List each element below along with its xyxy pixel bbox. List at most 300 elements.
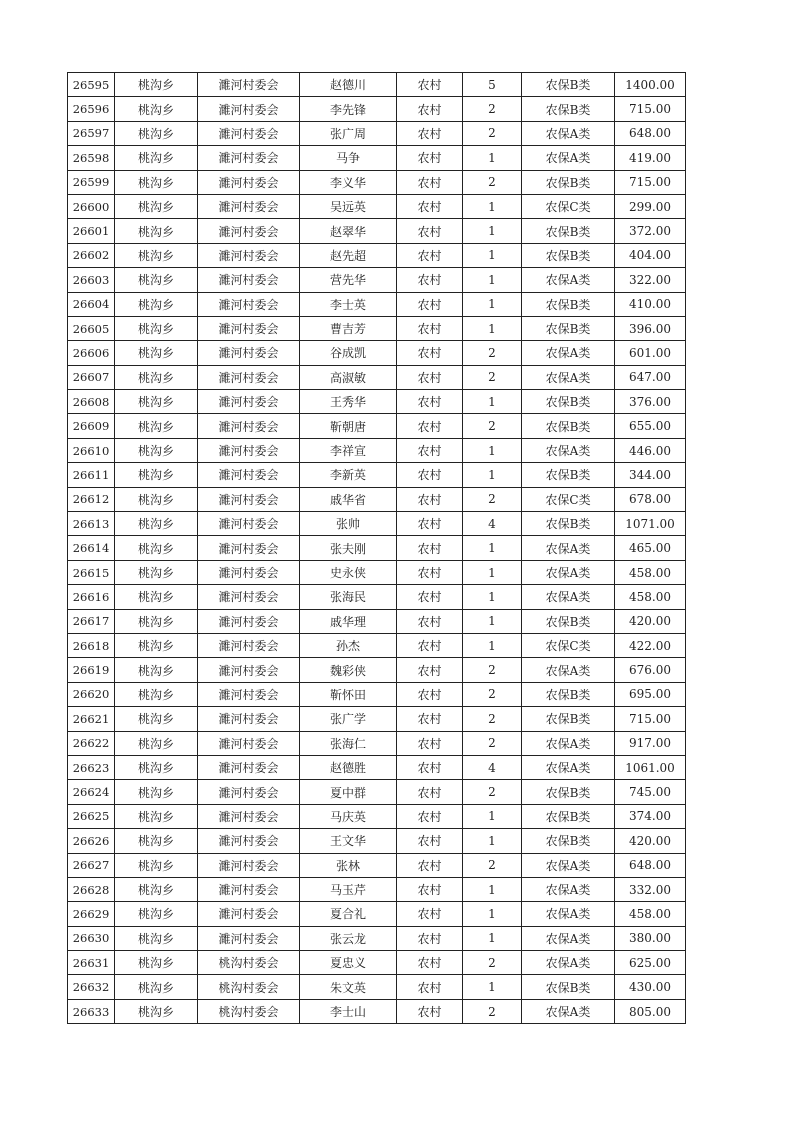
table-row	[68, 438, 686, 462]
category-cell: 农保B类	[522, 609, 615, 633]
table-row	[68, 146, 686, 170]
serial-number-cell: 26602	[68, 243, 115, 267]
village-committee-cell: 濉河村委会	[198, 658, 300, 682]
township-cell: 桃沟乡	[115, 170, 198, 194]
serial-number-cell: 26617	[68, 609, 115, 633]
township-cell: 桃沟乡	[115, 487, 198, 511]
household-count-cell: 1	[463, 902, 522, 926]
serial-number-cell: 26614	[68, 536, 115, 560]
table-row	[68, 97, 686, 121]
amount-cell: 1061.00	[615, 755, 686, 779]
serial-number-cell: 26627	[68, 853, 115, 877]
serial-number-cell: 26606	[68, 341, 115, 365]
household-count-cell: 2	[463, 731, 522, 755]
amount-cell: 715.00	[615, 97, 686, 121]
amount-cell: 344.00	[615, 463, 686, 487]
table-row	[68, 121, 686, 145]
name-cell: 戚华省	[300, 487, 397, 511]
subsidy-roster-table	[67, 72, 686, 1024]
category-cell: 农保A类	[522, 877, 615, 901]
table-row	[68, 585, 686, 609]
area-type-cell: 农村	[397, 536, 463, 560]
category-cell: 农保A类	[522, 341, 615, 365]
amount-cell: 458.00	[615, 560, 686, 584]
category-cell: 农保A类	[522, 902, 615, 926]
village-committee-cell: 濉河村委会	[198, 707, 300, 731]
area-type-cell: 农村	[397, 121, 463, 145]
serial-number-cell: 26610	[68, 438, 115, 462]
name-cell: 张夫刚	[300, 536, 397, 560]
village-committee-cell: 濉河村委会	[198, 755, 300, 779]
village-committee-cell: 濉河村委会	[198, 536, 300, 560]
serial-number-cell: 26598	[68, 146, 115, 170]
name-cell: 夏中群	[300, 780, 397, 804]
serial-number-cell: 26629	[68, 902, 115, 926]
serial-number-cell: 26624	[68, 780, 115, 804]
table-row	[68, 170, 686, 194]
serial-number-cell: 26618	[68, 633, 115, 657]
table-row	[68, 268, 686, 292]
category-cell: 农保B类	[522, 316, 615, 340]
name-cell: 张海仁	[300, 731, 397, 755]
table-row	[68, 853, 686, 877]
name-cell: 靳朝唐	[300, 414, 397, 438]
amount-cell: 465.00	[615, 536, 686, 560]
category-cell: 农保B类	[522, 170, 615, 194]
area-type-cell: 农村	[397, 780, 463, 804]
area-type-cell: 农村	[397, 682, 463, 706]
category-cell: 农保B类	[522, 463, 615, 487]
table-row	[68, 390, 686, 414]
serial-number-cell: 26603	[68, 268, 115, 292]
village-committee-cell: 濉河村委会	[198, 512, 300, 536]
serial-number-cell: 26611	[68, 463, 115, 487]
village-committee-cell: 濉河村委会	[198, 463, 300, 487]
amount-cell: 647.00	[615, 365, 686, 389]
serial-number-cell: 26601	[68, 219, 115, 243]
category-cell: 农保B类	[522, 512, 615, 536]
name-cell: 营先华	[300, 268, 397, 292]
name-cell: 张广周	[300, 121, 397, 145]
household-count-cell: 2	[463, 97, 522, 121]
village-committee-cell: 濉河村委会	[198, 316, 300, 340]
name-cell: 马玉芹	[300, 877, 397, 901]
village-committee-cell: 濉河村委会	[198, 268, 300, 292]
amount-cell: 1400.00	[615, 73, 686, 97]
amount-cell: 458.00	[615, 902, 686, 926]
amount-cell: 446.00	[615, 438, 686, 462]
township-cell: 桃沟乡	[115, 999, 198, 1023]
household-count-cell: 1	[463, 829, 522, 853]
serial-number-cell: 26609	[68, 414, 115, 438]
household-count-cell: 2	[463, 682, 522, 706]
township-cell: 桃沟乡	[115, 902, 198, 926]
area-type-cell: 农村	[397, 512, 463, 536]
village-committee-cell: 濉河村委会	[198, 780, 300, 804]
name-cell: 王文华	[300, 829, 397, 853]
name-cell: 高淑敏	[300, 365, 397, 389]
category-cell: 农保A类	[522, 365, 615, 389]
village-committee-cell: 濉河村委会	[198, 73, 300, 97]
household-count-cell: 1	[463, 463, 522, 487]
township-cell: 桃沟乡	[115, 877, 198, 901]
amount-cell: 322.00	[615, 268, 686, 292]
household-count-cell: 1	[463, 194, 522, 218]
area-type-cell: 农村	[397, 633, 463, 657]
category-cell: 农保A类	[522, 755, 615, 779]
household-count-cell: 1	[463, 438, 522, 462]
area-type-cell: 农村	[397, 292, 463, 316]
household-count-cell: 2	[463, 487, 522, 511]
township-cell: 桃沟乡	[115, 585, 198, 609]
category-cell: 农保A类	[522, 585, 615, 609]
household-count-cell: 1	[463, 292, 522, 316]
household-count-cell: 1	[463, 146, 522, 170]
name-cell: 夏忠义	[300, 951, 397, 975]
table-row	[68, 341, 686, 365]
area-type-cell: 农村	[397, 219, 463, 243]
name-cell: 李祥宣	[300, 438, 397, 462]
village-committee-cell: 桃沟村委会	[198, 999, 300, 1023]
township-cell: 桃沟乡	[115, 316, 198, 340]
table-row	[68, 877, 686, 901]
area-type-cell: 农村	[397, 390, 463, 414]
amount-cell: 372.00	[615, 219, 686, 243]
table-row	[68, 609, 686, 633]
household-count-cell: 1	[463, 560, 522, 584]
category-cell: 农保B类	[522, 292, 615, 316]
township-cell: 桃沟乡	[115, 951, 198, 975]
township-cell: 桃沟乡	[115, 219, 198, 243]
amount-cell: 430.00	[615, 975, 686, 999]
household-count-cell: 2	[463, 658, 522, 682]
category-cell: 农保B类	[522, 829, 615, 853]
amount-cell: 625.00	[615, 951, 686, 975]
category-cell: 农保A类	[522, 951, 615, 975]
household-count-cell: 2	[463, 999, 522, 1023]
area-type-cell: 农村	[397, 999, 463, 1023]
name-cell: 赵德川	[300, 73, 397, 97]
table-row	[68, 975, 686, 999]
household-count-cell: 2	[463, 707, 522, 731]
area-type-cell: 农村	[397, 170, 463, 194]
village-committee-cell: 濉河村委会	[198, 731, 300, 755]
amount-cell: 695.00	[615, 682, 686, 706]
township-cell: 桃沟乡	[115, 658, 198, 682]
serial-number-cell: 26623	[68, 755, 115, 779]
area-type-cell: 农村	[397, 316, 463, 340]
village-committee-cell: 濉河村委会	[198, 97, 300, 121]
area-type-cell: 农村	[397, 975, 463, 999]
village-committee-cell: 濉河村委会	[198, 609, 300, 633]
household-count-cell: 1	[463, 390, 522, 414]
serial-number-cell: 26621	[68, 707, 115, 731]
area-type-cell: 农村	[397, 268, 463, 292]
table-row	[68, 536, 686, 560]
area-type-cell: 农村	[397, 585, 463, 609]
serial-number-cell: 26613	[68, 512, 115, 536]
area-type-cell: 农村	[397, 731, 463, 755]
table-row	[68, 73, 686, 97]
table-row	[68, 365, 686, 389]
area-type-cell: 农村	[397, 560, 463, 584]
area-type-cell: 农村	[397, 707, 463, 731]
category-cell: 农保B类	[522, 243, 615, 267]
village-committee-cell: 濉河村委会	[198, 804, 300, 828]
township-cell: 桃沟乡	[115, 560, 198, 584]
serial-number-cell: 26626	[68, 829, 115, 853]
amount-cell: 648.00	[615, 853, 686, 877]
township-cell: 桃沟乡	[115, 463, 198, 487]
household-count-cell: 2	[463, 341, 522, 365]
table-row	[68, 804, 686, 828]
area-type-cell: 农村	[397, 97, 463, 121]
category-cell: 农保A类	[522, 853, 615, 877]
village-committee-cell: 濉河村委会	[198, 633, 300, 657]
village-committee-cell: 濉河村委会	[198, 146, 300, 170]
area-type-cell: 农村	[397, 73, 463, 97]
serial-number-cell: 26620	[68, 682, 115, 706]
amount-cell: 805.00	[615, 999, 686, 1023]
village-committee-cell: 桃沟村委会	[198, 975, 300, 999]
category-cell: 农保B类	[522, 804, 615, 828]
name-cell: 赵先超	[300, 243, 397, 267]
amount-cell: 422.00	[615, 633, 686, 657]
serial-number-cell: 26595	[68, 73, 115, 97]
table-row	[68, 926, 686, 950]
amount-cell: 299.00	[615, 194, 686, 218]
village-committee-cell: 濉河村委会	[198, 365, 300, 389]
serial-number-cell: 26630	[68, 926, 115, 950]
household-count-cell: 1	[463, 536, 522, 560]
name-cell: 王秀华	[300, 390, 397, 414]
name-cell: 张广学	[300, 707, 397, 731]
area-type-cell: 农村	[397, 951, 463, 975]
township-cell: 桃沟乡	[115, 926, 198, 950]
area-type-cell: 农村	[397, 877, 463, 901]
category-cell: 农保B类	[522, 97, 615, 121]
category-cell: 农保B类	[522, 73, 615, 97]
village-committee-cell: 濉河村委会	[198, 926, 300, 950]
township-cell: 桃沟乡	[115, 121, 198, 145]
amount-cell: 410.00	[615, 292, 686, 316]
township-cell: 桃沟乡	[115, 755, 198, 779]
area-type-cell: 农村	[397, 341, 463, 365]
table-row	[68, 487, 686, 511]
township-cell: 桃沟乡	[115, 780, 198, 804]
household-count-cell: 2	[463, 780, 522, 804]
name-cell: 李士英	[300, 292, 397, 316]
table-row	[68, 414, 686, 438]
category-cell: 农保B类	[522, 414, 615, 438]
table-body	[68, 73, 686, 1024]
category-cell: 农保A类	[522, 438, 615, 462]
table-row	[68, 682, 686, 706]
village-committee-cell: 濉河村委会	[198, 194, 300, 218]
name-cell: 张帅	[300, 512, 397, 536]
township-cell: 桃沟乡	[115, 194, 198, 218]
table-row	[68, 780, 686, 804]
amount-cell: 917.00	[615, 731, 686, 755]
household-count-cell: 2	[463, 414, 522, 438]
amount-cell: 648.00	[615, 121, 686, 145]
amount-cell: 396.00	[615, 316, 686, 340]
area-type-cell: 农村	[397, 365, 463, 389]
category-cell: 农保A类	[522, 536, 615, 560]
table-row	[68, 731, 686, 755]
table-row	[68, 999, 686, 1023]
household-count-cell: 1	[463, 268, 522, 292]
household-count-cell: 4	[463, 755, 522, 779]
serial-number-cell: 26608	[68, 390, 115, 414]
area-type-cell: 农村	[397, 902, 463, 926]
household-count-cell: 2	[463, 365, 522, 389]
table-row	[68, 707, 686, 731]
category-cell: 农保A类	[522, 658, 615, 682]
serial-number-cell: 26632	[68, 975, 115, 999]
household-count-cell: 1	[463, 975, 522, 999]
table-row	[68, 194, 686, 218]
name-cell: 靳怀田	[300, 682, 397, 706]
village-committee-cell: 濉河村委会	[198, 170, 300, 194]
table-row	[68, 292, 686, 316]
name-cell: 曹吉芳	[300, 316, 397, 340]
area-type-cell: 农村	[397, 194, 463, 218]
village-committee-cell: 濉河村委会	[198, 560, 300, 584]
township-cell: 桃沟乡	[115, 633, 198, 657]
serial-number-cell: 26631	[68, 951, 115, 975]
table-row	[68, 755, 686, 779]
serial-number-cell: 26615	[68, 560, 115, 584]
name-cell: 李义华	[300, 170, 397, 194]
serial-number-cell: 26599	[68, 170, 115, 194]
serial-number-cell: 26628	[68, 877, 115, 901]
amount-cell: 374.00	[615, 804, 686, 828]
amount-cell: 332.00	[615, 877, 686, 901]
township-cell: 桃沟乡	[115, 341, 198, 365]
township-cell: 桃沟乡	[115, 243, 198, 267]
household-count-cell: 1	[463, 243, 522, 267]
serial-number-cell: 26622	[68, 731, 115, 755]
village-committee-cell: 濉河村委会	[198, 414, 300, 438]
amount-cell: 404.00	[615, 243, 686, 267]
household-count-cell: 1	[463, 585, 522, 609]
township-cell: 桃沟乡	[115, 73, 198, 97]
amount-cell: 376.00	[615, 390, 686, 414]
household-count-cell: 1	[463, 609, 522, 633]
village-committee-cell: 濉河村委会	[198, 853, 300, 877]
township-cell: 桃沟乡	[115, 853, 198, 877]
name-cell: 吴远英	[300, 194, 397, 218]
name-cell: 张林	[300, 853, 397, 877]
area-type-cell: 农村	[397, 609, 463, 633]
village-committee-cell: 濉河村委会	[198, 829, 300, 853]
amount-cell: 715.00	[615, 707, 686, 731]
name-cell: 张云龙	[300, 926, 397, 950]
serial-number-cell: 26625	[68, 804, 115, 828]
amount-cell: 458.00	[615, 585, 686, 609]
serial-number-cell: 26597	[68, 121, 115, 145]
village-committee-cell: 桃沟村委会	[198, 951, 300, 975]
area-type-cell: 农村	[397, 926, 463, 950]
village-committee-cell: 濉河村委会	[198, 682, 300, 706]
township-cell: 桃沟乡	[115, 512, 198, 536]
household-count-cell: 1	[463, 316, 522, 340]
name-cell: 魏彩侠	[300, 658, 397, 682]
village-committee-cell: 濉河村委会	[198, 292, 300, 316]
area-type-cell: 农村	[397, 463, 463, 487]
township-cell: 桃沟乡	[115, 268, 198, 292]
serial-number-cell: 26604	[68, 292, 115, 316]
name-cell: 张海民	[300, 585, 397, 609]
category-cell: 农保A类	[522, 999, 615, 1023]
amount-cell: 419.00	[615, 146, 686, 170]
category-cell: 农保A类	[522, 731, 615, 755]
township-cell: 桃沟乡	[115, 804, 198, 828]
area-type-cell: 农村	[397, 438, 463, 462]
area-type-cell: 农村	[397, 243, 463, 267]
household-count-cell: 1	[463, 219, 522, 243]
table-row	[68, 902, 686, 926]
category-cell: 农保A类	[522, 146, 615, 170]
category-cell: 农保C类	[522, 194, 615, 218]
table-row	[68, 951, 686, 975]
household-count-cell: 2	[463, 121, 522, 145]
amount-cell: 678.00	[615, 487, 686, 511]
category-cell: 农保B类	[522, 975, 615, 999]
name-cell: 李新英	[300, 463, 397, 487]
table-row	[68, 316, 686, 340]
township-cell: 桃沟乡	[115, 829, 198, 853]
table-row	[68, 512, 686, 536]
amount-cell: 380.00	[615, 926, 686, 950]
category-cell: 农保B类	[522, 219, 615, 243]
table-row	[68, 560, 686, 584]
township-cell: 桃沟乡	[115, 731, 198, 755]
table-row	[68, 463, 686, 487]
table-row	[68, 658, 686, 682]
township-cell: 桃沟乡	[115, 414, 198, 438]
township-cell: 桃沟乡	[115, 682, 198, 706]
township-cell: 桃沟乡	[115, 97, 198, 121]
name-cell: 戚华理	[300, 609, 397, 633]
category-cell: 农保A类	[522, 926, 615, 950]
serial-number-cell: 26619	[68, 658, 115, 682]
household-count-cell: 2	[463, 170, 522, 194]
household-count-cell: 5	[463, 73, 522, 97]
amount-cell: 601.00	[615, 341, 686, 365]
name-cell: 李先锋	[300, 97, 397, 121]
amount-cell: 655.00	[615, 414, 686, 438]
amount-cell: 745.00	[615, 780, 686, 804]
household-count-cell: 2	[463, 951, 522, 975]
name-cell: 史永侠	[300, 560, 397, 584]
category-cell: 农保C类	[522, 487, 615, 511]
category-cell: 农保A类	[522, 268, 615, 292]
village-committee-cell: 濉河村委会	[198, 902, 300, 926]
township-cell: 桃沟乡	[115, 536, 198, 560]
serial-number-cell: 26616	[68, 585, 115, 609]
area-type-cell: 农村	[397, 146, 463, 170]
category-cell: 农保B类	[522, 682, 615, 706]
township-cell: 桃沟乡	[115, 609, 198, 633]
category-cell: 农保B类	[522, 707, 615, 731]
serial-number-cell: 26596	[68, 97, 115, 121]
village-committee-cell: 濉河村委会	[198, 219, 300, 243]
category-cell: 农保A类	[522, 560, 615, 584]
name-cell: 朱文英	[300, 975, 397, 999]
household-count-cell: 1	[463, 926, 522, 950]
